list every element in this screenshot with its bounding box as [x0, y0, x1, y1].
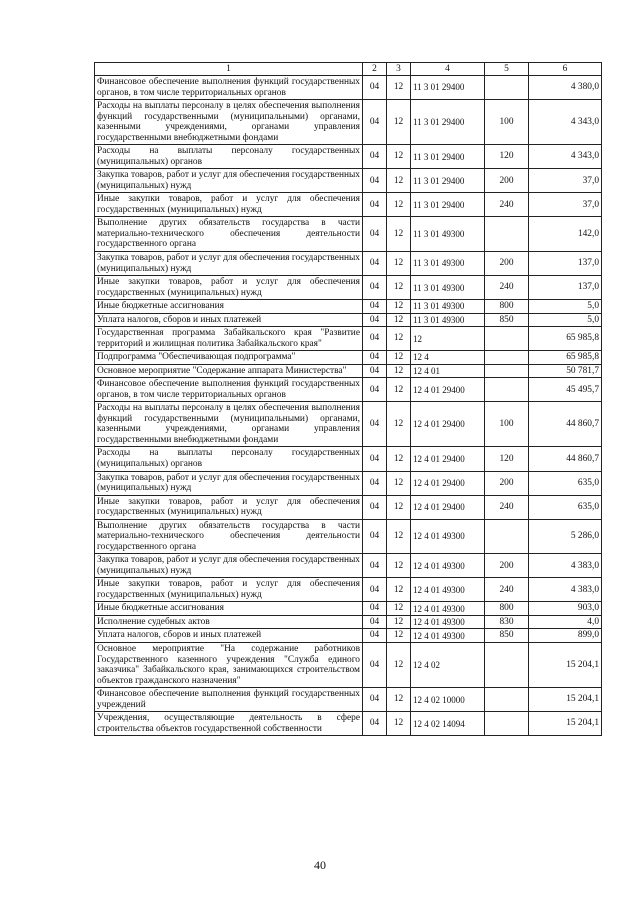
row-amount-cell: 37,0	[529, 193, 602, 217]
row-amount-cell: 4 383,0	[529, 578, 602, 602]
row-section-cell: 04	[363, 471, 387, 495]
row-subsection-cell: 12	[387, 447, 411, 471]
row-expense-type-cell: 240	[485, 578, 529, 602]
row-target-article-cell: 11 3 01 29400	[411, 100, 485, 145]
row-target-article-cell: 12 4 01 29400	[411, 495, 485, 519]
row-amount-cell: 635,0	[529, 495, 602, 519]
row-expense-type-cell	[485, 327, 529, 351]
row-section-cell: 04	[363, 364, 387, 378]
table-row	[95, 378, 602, 402]
row-name-cell: Расходы на выплаты персоналу в целях обеспечения выполнения функций государственными (муниципальными) органами, казенными учреждениями, органами управления государственными внебюджетными фондами	[95, 100, 363, 145]
row-expense-type-cell: 800	[485, 300, 529, 314]
table-row	[95, 313, 602, 327]
row-expense-type-cell: 850	[485, 629, 529, 643]
row-target-article-cell: 11 3 01 29400	[411, 193, 485, 217]
row-name-cell: Закупка товаров, работ и услуг для обеспечения государственных (муниципальных) нужд	[95, 251, 363, 275]
row-subsection-cell: 12	[387, 378, 411, 402]
row-section-cell: 04	[363, 378, 387, 402]
row-section-cell: 04	[363, 642, 387, 687]
table-row	[95, 300, 602, 314]
row-target-article-cell: 12 4	[411, 351, 485, 365]
row-name-cell: Выполнение других обязательств государства в части материально-технического обеспечения деятельности государственного органа	[95, 519, 363, 554]
row-target-article-cell: 12 4 01 49300	[411, 578, 485, 602]
table-row	[95, 712, 602, 736]
row-target-article-cell: 12 4 01 49300	[411, 602, 485, 616]
row-name-cell: Выполнение других обязательств государства в части материально-технического обеспечения деятельности государственного органа	[95, 217, 363, 252]
row-expense-type-cell	[485, 76, 529, 100]
row-target-article-cell: 11 3 01 29400	[411, 145, 485, 169]
row-expense-type-cell: 200	[485, 471, 529, 495]
row-expense-type-cell: 850	[485, 313, 529, 327]
table-row	[95, 327, 602, 351]
row-section-cell: 04	[363, 351, 387, 365]
row-subsection-cell: 12	[387, 629, 411, 643]
row-expense-type-cell: 100	[485, 402, 529, 447]
row-amount-cell: 15 204,1	[529, 642, 602, 687]
row-subsection-cell: 12	[387, 217, 411, 252]
row-subsection-cell: 12	[387, 364, 411, 378]
row-amount-cell: 4 343,0	[529, 145, 602, 169]
row-amount-cell: 65 985,8	[529, 351, 602, 365]
row-name-cell: Финансовое обеспечение выполнения функций государственных органов, в том числе территориальных органов	[95, 76, 363, 100]
row-section-cell: 04	[363, 402, 387, 447]
row-subsection-cell: 12	[387, 351, 411, 365]
table-row	[95, 76, 602, 100]
row-subsection-cell: 12	[387, 688, 411, 712]
row-name-cell: Учреждения, осуществляющие деятельность в сфере строительства объектов государственной собственности	[95, 712, 363, 736]
row-subsection-cell: 12	[387, 602, 411, 616]
row-section-cell: 04	[363, 251, 387, 275]
row-name-cell: Иные бюджетные ассигнования	[95, 300, 363, 314]
row-expense-type-cell: 200	[485, 169, 529, 193]
row-target-article-cell: 12 4 01 29400	[411, 471, 485, 495]
row-expense-type-cell	[485, 642, 529, 687]
row-expense-type-cell: 240	[485, 193, 529, 217]
table-row	[95, 145, 602, 169]
table-row	[95, 629, 602, 643]
row-name-cell: Расходы на выплаты персоналу государственных (муниципальных) органов	[95, 447, 363, 471]
table-row	[95, 471, 602, 495]
header-col-target-article: 4	[411, 63, 485, 76]
header-col-name: 1	[95, 63, 363, 76]
row-target-article-cell: 12 4 02 14094	[411, 712, 485, 736]
row-name-cell: Финансовое обеспечение выполнения функций государственных органов, в том числе территориальных органов	[95, 378, 363, 402]
row-amount-cell: 44 860,7	[529, 447, 602, 471]
row-subsection-cell: 12	[387, 554, 411, 578]
row-section-cell: 04	[363, 276, 387, 300]
row-subsection-cell: 12	[387, 276, 411, 300]
table-body	[95, 76, 602, 736]
row-subsection-cell: 12	[387, 471, 411, 495]
row-section-cell: 04	[363, 629, 387, 643]
row-expense-type-cell	[485, 712, 529, 736]
row-target-article-cell: 12 4 01 29400	[411, 402, 485, 447]
table-row	[95, 578, 602, 602]
row-section-cell: 04	[363, 193, 387, 217]
header-col-subsection: 3	[387, 63, 411, 76]
row-amount-cell: 903,0	[529, 602, 602, 616]
row-target-article-cell: 12 4 01 49300	[411, 554, 485, 578]
row-section-cell: 04	[363, 495, 387, 519]
row-name-cell: Иные закупки товаров, работ и услуг для обеспечения государственных (муниципальных) нужд	[95, 276, 363, 300]
row-name-cell: Закупка товаров, работ и услуг для обеспечения государственных (муниципальных) нужд	[95, 554, 363, 578]
row-section-cell: 04	[363, 578, 387, 602]
table-row	[95, 495, 602, 519]
row-expense-type-cell	[485, 364, 529, 378]
table-row	[95, 217, 602, 252]
row-name-cell: Подпрограмма "Обеспечивающая подпрограмма"	[95, 351, 363, 365]
row-target-article-cell: 11 3 01 49300	[411, 276, 485, 300]
row-name-cell: Закупка товаров, работ и услуг для обеспечения государственных (муниципальных) нужд	[95, 169, 363, 193]
row-name-cell: Уплата налогов, сборов и иных платежей	[95, 313, 363, 327]
row-target-article-cell: 11 3 01 49300	[411, 251, 485, 275]
row-name-cell: Иные закупки товаров, работ и услуг для обеспечения государственных (муниципальных) нужд	[95, 495, 363, 519]
row-target-article-cell: 12 4 01 49300	[411, 615, 485, 629]
table-row	[95, 276, 602, 300]
row-subsection-cell: 12	[387, 402, 411, 447]
row-amount-cell: 635,0	[529, 471, 602, 495]
row-expense-type-cell: 200	[485, 251, 529, 275]
row-target-article-cell: 12 4 01 49300	[411, 519, 485, 554]
row-subsection-cell: 12	[387, 145, 411, 169]
row-target-article-cell: 11 3 01 49300	[411, 217, 485, 252]
row-expense-type-cell	[485, 519, 529, 554]
row-expense-type-cell: 120	[485, 447, 529, 471]
header-col-section: 2	[363, 63, 387, 76]
row-expense-type-cell: 830	[485, 615, 529, 629]
row-name-cell: Основное мероприятие "Содержание аппарата Министерства"	[95, 364, 363, 378]
row-target-article-cell: 12 4 01	[411, 364, 485, 378]
table-row	[95, 447, 602, 471]
row-expense-type-cell: 240	[485, 495, 529, 519]
row-section-cell: 04	[363, 602, 387, 616]
row-amount-cell: 899,0	[529, 629, 602, 643]
row-subsection-cell: 12	[387, 712, 411, 736]
row-subsection-cell: 12	[387, 251, 411, 275]
row-target-article-cell: 11 3 01 29400	[411, 76, 485, 100]
row-section-cell: 04	[363, 554, 387, 578]
row-subsection-cell: 12	[387, 313, 411, 327]
row-section-cell: 04	[363, 76, 387, 100]
row-section-cell: 04	[363, 100, 387, 145]
row-amount-cell: 142,0	[529, 217, 602, 252]
row-subsection-cell: 12	[387, 76, 411, 100]
table-header-row	[95, 63, 602, 76]
row-expense-type-cell: 240	[485, 276, 529, 300]
row-target-article-cell: 12 4 01 49300	[411, 629, 485, 643]
row-section-cell: 04	[363, 447, 387, 471]
table-row	[95, 169, 602, 193]
table-row	[95, 364, 602, 378]
row-section-cell: 04	[363, 615, 387, 629]
row-expense-type-cell: 200	[485, 554, 529, 578]
row-expense-type-cell: 120	[485, 145, 529, 169]
row-section-cell: 04	[363, 688, 387, 712]
row-amount-cell: 5 286,0	[529, 519, 602, 554]
row-name-cell: Иные бюджетные ассигнования	[95, 602, 363, 616]
row-name-cell: Иные закупки товаров, работ и услуг для обеспечения государственных (муниципальных) нужд	[95, 193, 363, 217]
row-amount-cell: 137,0	[529, 276, 602, 300]
row-target-article-cell: 12 4 02	[411, 642, 485, 687]
row-expense-type-cell	[485, 351, 529, 365]
row-subsection-cell: 12	[387, 519, 411, 554]
table-row	[95, 100, 602, 145]
row-section-cell: 04	[363, 300, 387, 314]
row-subsection-cell: 12	[387, 300, 411, 314]
row-amount-cell: 37,0	[529, 169, 602, 193]
row-amount-cell: 15 204,1	[529, 712, 602, 736]
budget-table	[94, 62, 602, 736]
row-name-cell: Расходы на выплаты персоналу в целях обеспечения выполнения функций государственными (муниципальными) органами, казенными учреждениями, органами управления государственными внебюджетными фондами	[95, 402, 363, 447]
row-amount-cell: 4 343,0	[529, 100, 602, 145]
row-expense-type-cell: 100	[485, 100, 529, 145]
row-section-cell: 04	[363, 145, 387, 169]
row-amount-cell: 5,0	[529, 313, 602, 327]
row-section-cell: 04	[363, 327, 387, 351]
row-name-cell: Иные закупки товаров, работ и услуг для обеспечения государственных (муниципальных) нужд	[95, 578, 363, 602]
row-section-cell: 04	[363, 519, 387, 554]
row-target-article-cell: 11 3 01 49300	[411, 313, 485, 327]
row-target-article-cell: 11 3 01 49300	[411, 300, 485, 314]
table-row	[95, 554, 602, 578]
row-name-cell: Расходы на выплаты персоналу государственных (муниципальных) органов	[95, 145, 363, 169]
row-expense-type-cell: 800	[485, 602, 529, 616]
row-subsection-cell: 12	[387, 578, 411, 602]
row-target-article-cell: 11 3 01 29400	[411, 169, 485, 193]
row-subsection-cell: 12	[387, 615, 411, 629]
row-subsection-cell: 12	[387, 327, 411, 351]
table-row	[95, 642, 602, 687]
row-target-article-cell: 12 4 02 10000	[411, 688, 485, 712]
row-section-cell: 04	[363, 169, 387, 193]
row-expense-type-cell	[485, 217, 529, 252]
row-amount-cell: 15 204,1	[529, 688, 602, 712]
table-row	[95, 351, 602, 365]
table-row	[95, 615, 602, 629]
table-row	[95, 402, 602, 447]
row-subsection-cell: 12	[387, 169, 411, 193]
row-amount-cell: 45 495,7	[529, 378, 602, 402]
table-row	[95, 519, 602, 554]
table-row	[95, 193, 602, 217]
row-target-article-cell: 12 4 01 29400	[411, 378, 485, 402]
row-amount-cell: 5,0	[529, 300, 602, 314]
row-amount-cell: 4 383,0	[529, 554, 602, 578]
row-subsection-cell: 12	[387, 100, 411, 145]
row-name-cell: Закупка товаров, работ и услуг для обеспечения государственных (муниципальных) нужд	[95, 471, 363, 495]
row-expense-type-cell	[485, 688, 529, 712]
row-section-cell: 04	[363, 217, 387, 252]
table-row	[95, 251, 602, 275]
header-col-expense-type: 5	[485, 63, 529, 76]
row-target-article-cell: 12 4 01 29400	[411, 447, 485, 471]
row-amount-cell: 4 380,0	[529, 76, 602, 100]
header-col-amount: 6	[529, 63, 602, 76]
row-subsection-cell: 12	[387, 495, 411, 519]
row-subsection-cell: 12	[387, 193, 411, 217]
row-name-cell: Финансовое обеспечение выполнения функций государственных учреждений	[95, 688, 363, 712]
row-amount-cell: 50 781,7	[529, 364, 602, 378]
table-row	[95, 688, 602, 712]
row-name-cell: Государственная программа Забайкальского края "Развитие территорий и жилищная политика Забайкальского края"	[95, 327, 363, 351]
row-name-cell: Исполнение судебных актов	[95, 615, 363, 629]
row-expense-type-cell	[485, 378, 529, 402]
row-name-cell: Уплата налогов, сборов и иных платежей	[95, 629, 363, 643]
page-number: 40	[314, 858, 326, 872]
table-row	[95, 602, 602, 616]
row-amount-cell: 65 985,8	[529, 327, 602, 351]
row-name-cell: Основное мероприятие "На содержание работников Государственного казенного учреждения "Служба единого заказчика" Забайкальского края, занимающихся строительством объектов гражданского назначения"	[95, 642, 363, 687]
row-amount-cell: 4,0	[529, 615, 602, 629]
row-amount-cell: 137,0	[529, 251, 602, 275]
row-subsection-cell: 12	[387, 642, 411, 687]
row-section-cell: 04	[363, 313, 387, 327]
row-target-article-cell: 12	[411, 327, 485, 351]
row-section-cell: 04	[363, 712, 387, 736]
row-amount-cell: 44 860,7	[529, 402, 602, 447]
